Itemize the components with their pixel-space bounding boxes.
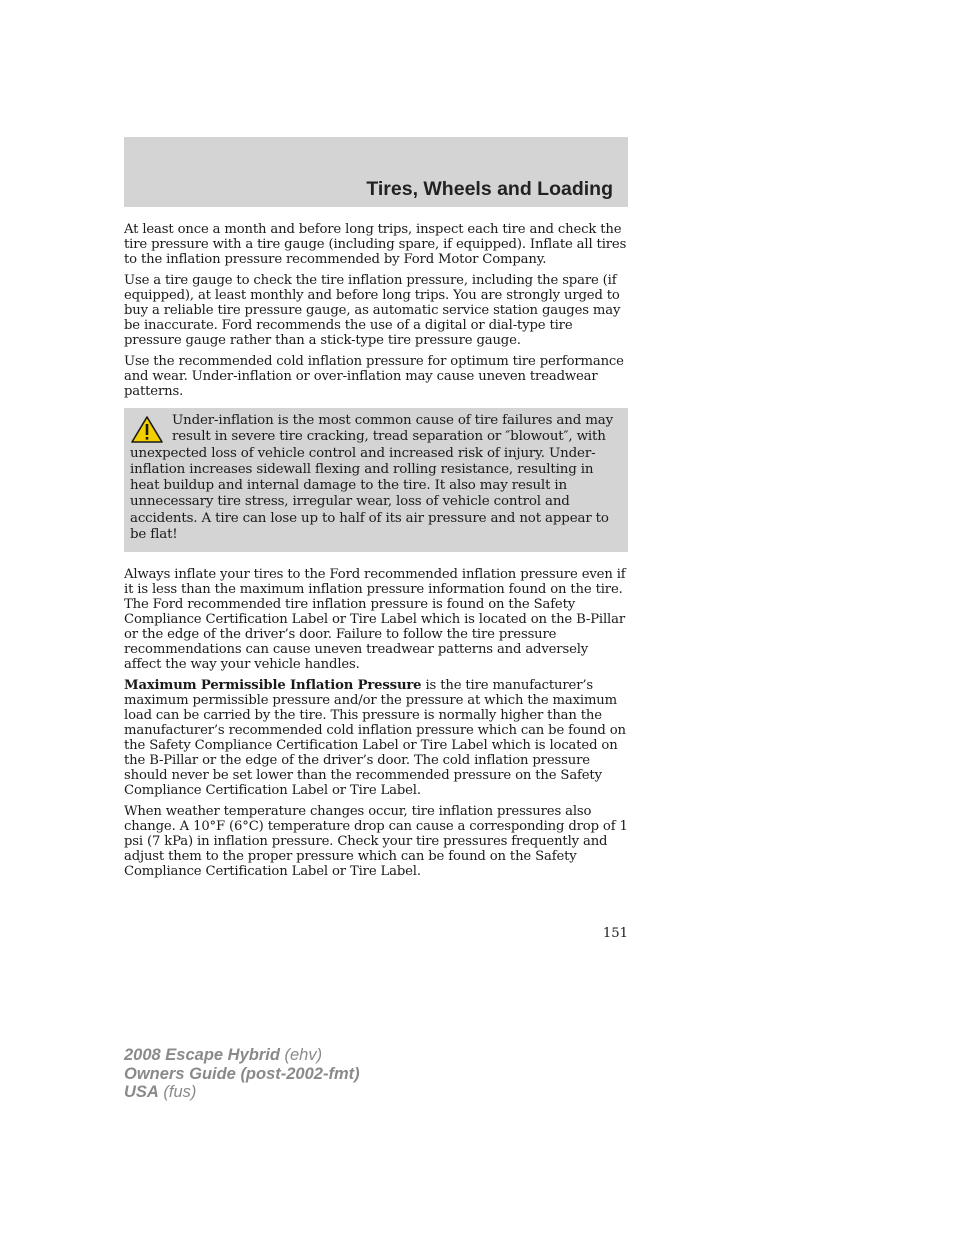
warning-text: Under-inflation is the most common cause of tire failures and may result in severe tire cracking, tread separation or ″blowout″, with unexpected loss of vehicle control and increased risk of injury. Under-inflation increases sidewall flexing and rolling resistance, resulting in heat buildup and internal damage to the tire. It also may result in unnecessary tire stress, irregular wear, loss of vehicle control and accidents. A tire can lose up to half of its air pressure and not appear to be flat!: [130, 413, 614, 543]
warning-box: [124, 408, 628, 552]
footer-line-guide: Owners Guide (post-2002-fmt): [124, 1064, 360, 1083]
footer-model-code: (ehv): [279, 1046, 323, 1064]
paragraph-monthly-inspection: At least once a month and before long trips, inspect each tire and check the tire pressure with a tire gauge (including spare, if equipped). Inflate all tires to the inflation pressure recommended by Ford Motor Company.: [124, 222, 627, 267]
warning-triangle-icon: [130, 415, 164, 445]
footer-market: USA: [124, 1083, 159, 1101]
section-title: Tires, Wheels and Loading: [366, 178, 613, 200]
page-number: 151: [602, 926, 628, 941]
paragraph-tire-gauge: Use a tire gauge to check the tire inflation pressure, including the spare (if equipped), at least monthly and before long trips. You are strongly urged to buy a reliable tire pressure gauge, as automatic service station gauges may be inaccurate. Ford recommends the use of a digital or dial-type tire pressure gauge rather than a stick-type tire pressure gauge.: [124, 273, 621, 348]
section-header-band: [124, 137, 628, 207]
max-permissible-definition: is the tire manufacturer’s maximum permissible pressure and/or the pressure at which the maximum load can be carried by the tire. This pressure is normally higher than the manufacturer’s recommended cold inflation pressure which can be found on the Safety Compliance Certification Label or Tire Label which is located on the B-Pillar or the edge of the driver’s door. The cold inflation pressure should never be set lower than the recommended pressure on the Safety Compliance Certification Label or Tire Label.: [124, 678, 626, 799]
paragraph-max-permissible: [124, 678, 628, 798]
footer-line-market: [124, 1083, 360, 1102]
document-footer: [124, 1046, 360, 1102]
page-content: [124, 222, 628, 885]
paragraph-temperature-change: When weather temperature changes occur, tire inflation pressures also change. A 10°F (6°C) temperature drop can cause a corresponding drop of 1 psi (7 kPa) in inflation pressure. Check your tire pressures frequently and adjust them to the proper pressure which can be found on the Safety Compliance Certification Label or Tire Label.: [124, 804, 628, 880]
paragraph-ford-recommended: Always inflate your tires to the Ford recommended inflation pressure even if it is less than the maximum inflation pressure information found on the tire. The Ford recommended tire inflation pressure is found on the Safety Compliance Certification Label or Tire Label which is located on the B-Pillar or the edge of the driver’s door. Failure to follow the tire pressure recommendations can cause uneven treadwear patterns and adversely affect the way your vehicle handles.: [124, 567, 626, 673]
term-max-permissible-pressure: Maximum Permissible Inflation Pressure: [124, 678, 422, 694]
footer-line-model: [124, 1046, 360, 1065]
paragraph-cold-inflation: Use the recommended cold inflation pressure for optimum tire performance and wear. Under-inflation or over-inflation may cause uneven treadwear patterns.: [124, 354, 624, 399]
footer-model: 2008 Escape Hybrid: [124, 1046, 280, 1064]
footer-market-code: (fus): [158, 1083, 197, 1101]
